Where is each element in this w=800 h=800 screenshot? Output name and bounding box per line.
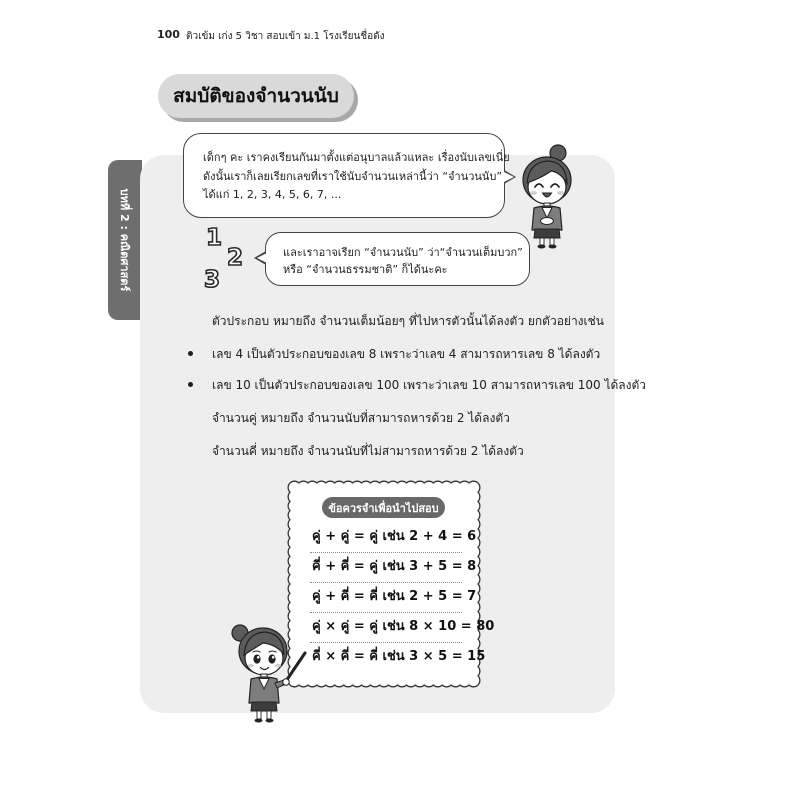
decor-number-1: 1 (206, 225, 223, 251)
decor-number-3: 3 (204, 267, 221, 293)
factor-definition: ตัวประกอบ หมายถึง จำนวนเต็มน้อยๆ ที่ไปหารตัวนั้นได้ลงตัว ยกตัวอย่างเช่น (212, 314, 604, 328)
bullet-dot (188, 382, 193, 387)
memo-rule: คู่ × คู่ = คู่ เช่น 8 × 10 = 80 (310, 613, 462, 643)
even-definition: จำนวนคู่ หมายถึง จำนวนนับที่สามารถหารด้วย 2 ได้ลงตัว (212, 411, 510, 425)
bubble-intro-line: ดังนั้นเราก็เลยเรียกเลขที่เราใช้นับจำนวนเหล่านี้ว่า “จำนวนนับ” (203, 169, 503, 183)
teacher-body (532, 203, 562, 249)
page-number: 100 (157, 28, 180, 41)
section-title: สมบัติของจำนวนนับ (158, 74, 354, 118)
chapter-tab (108, 160, 142, 320)
bubble-intro-line: เด็กๆ คะ เราคงเรียนกันมาตั้งแต่อนุบาลแล้วแหละ เรื่องนับเลขเนี่ย (203, 151, 510, 164)
bubble-names-line: หรือ “จำนวนธรรมชาติ” ก็ได้นะคะ (283, 263, 448, 276)
teacher-head (232, 625, 287, 675)
teacher-head (523, 145, 571, 204)
factor-example: เลข 4 เป็นตัวประกอบของเลข 8 เพราะว่าเลข 4 สามารถหารเลข 8 ได้ลงตัว (212, 347, 601, 361)
chapter-tab-label: บทที่ 2 : คณิตศาสตร์ (118, 188, 131, 292)
factor-example: เลข 10 เป็นตัวประกอบของเลข 100 เพราะว่าเลข 10 สามารถหารเลข 100 ได้ลงตัว (212, 378, 647, 392)
teacher-body (249, 674, 286, 723)
memo-rule-list (310, 523, 495, 673)
memo-rule: คี่ × คี่ = คี่ เช่น 3 × 5 = 15 (312, 649, 486, 664)
teacher-smiling-icon (514, 142, 584, 250)
bubble-names-line: และเราอาจเรียก “จำนวนนับ” ว่า“จำนวนเต็มบวก” (283, 246, 523, 259)
bubble-intro-line: ได้แก่ 1, 2, 3, 4, 5, 6, 7, ... (203, 188, 342, 201)
speech-bubble-intro (183, 133, 510, 218)
memo-rule: คี่ + คี่ = คู่ เช่น 3 + 5 = 8 (310, 553, 462, 583)
memo-rule: คู่ + คู่ = คู่ เช่น 2 + 4 = 6 (310, 523, 462, 553)
bubble-pointer-fill (257, 253, 267, 263)
memo-heading: ข้อควรจำเพื่อนำไปสอบ (322, 497, 445, 518)
bullet-dot (188, 351, 193, 356)
bubble-pointer-fill (504, 172, 514, 182)
teacher-pointer-icon (229, 617, 309, 725)
decor-number-2: 2 (227, 245, 244, 271)
odd-definition: จำนวนคี่ หมายถึง จำนวนนับที่ไม่สามารถหารด้วย 2 ได้ลงตัว (212, 444, 524, 458)
memo-rule: คู่ + คี่ = คี่ เช่น 2 + 5 = 7 (310, 583, 462, 613)
book-title: ติวเข้ม เก่ง 5 วิชา สอบเข้า ม.1 โรงเรียนชื่อดัง (186, 31, 385, 42)
speech-bubble-names (265, 232, 530, 286)
